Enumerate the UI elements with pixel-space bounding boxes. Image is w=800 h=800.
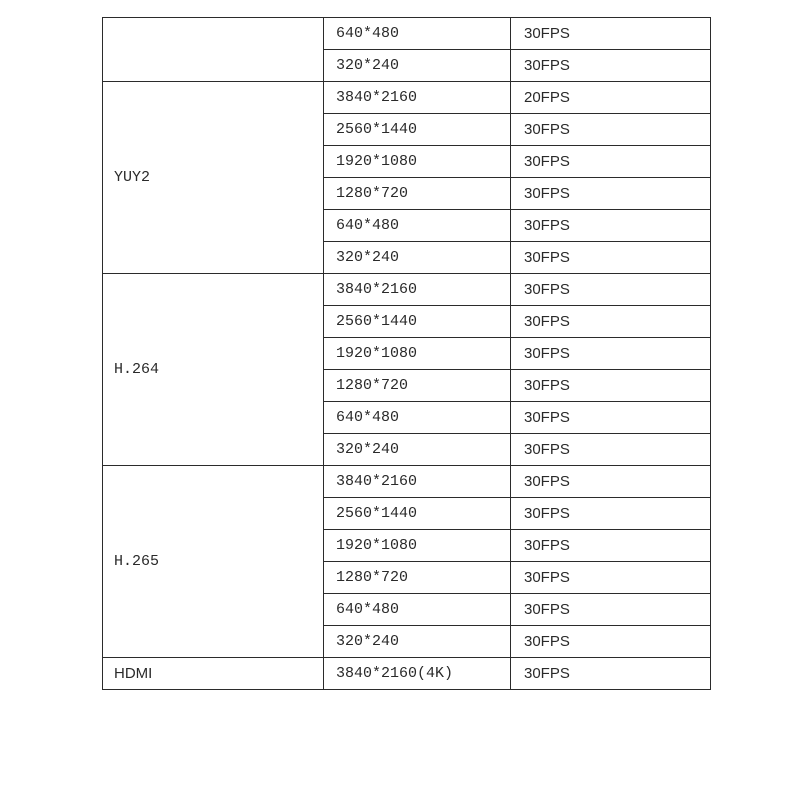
format-cell: HDMI bbox=[103, 658, 324, 690]
resolution-cell: 320*240 bbox=[324, 626, 511, 658]
resolution-cell: 640*480 bbox=[324, 18, 511, 50]
resolution-cell: 1280*720 bbox=[324, 370, 511, 402]
resolution-cell: 2560*1440 bbox=[324, 498, 511, 530]
fps-cell: 30FPS bbox=[511, 18, 711, 50]
resolution-cell: 640*480 bbox=[324, 402, 511, 434]
fps-cell: 30FPS bbox=[511, 434, 711, 466]
format-cell bbox=[103, 18, 324, 82]
resolution-cell: 1920*1080 bbox=[324, 338, 511, 370]
table-body bbox=[103, 18, 711, 690]
fps-cell: 30FPS bbox=[511, 498, 711, 530]
fps-cell: 30FPS bbox=[511, 114, 711, 146]
table-row bbox=[103, 658, 711, 690]
resolution-fps-table bbox=[102, 17, 711, 690]
resolution-cell: 320*240 bbox=[324, 50, 511, 82]
fps-cell: 30FPS bbox=[511, 274, 711, 306]
resolution-cell: 3840*2160 bbox=[324, 274, 511, 306]
resolution-cell: 320*240 bbox=[324, 434, 511, 466]
format-cell: YUY2 bbox=[103, 82, 324, 274]
resolution-cell: 3840*2160 bbox=[324, 466, 511, 498]
fps-cell: 30FPS bbox=[511, 370, 711, 402]
resolution-cell: 1920*1080 bbox=[324, 530, 511, 562]
resolution-cell: 1920*1080 bbox=[324, 146, 511, 178]
table-row bbox=[103, 82, 711, 114]
resolution-cell: 3840*2160(4K) bbox=[324, 658, 511, 690]
table-row bbox=[103, 18, 711, 50]
fps-cell: 30FPS bbox=[511, 530, 711, 562]
resolution-cell: 1280*720 bbox=[324, 562, 511, 594]
format-cell: H.264 bbox=[103, 274, 324, 466]
fps-cell: 30FPS bbox=[511, 338, 711, 370]
fps-cell: 30FPS bbox=[511, 658, 711, 690]
resolution-cell: 1280*720 bbox=[324, 178, 511, 210]
fps-cell: 30FPS bbox=[511, 210, 711, 242]
fps-cell: 30FPS bbox=[511, 50, 711, 82]
fps-cell: 20FPS bbox=[511, 82, 711, 114]
fps-cell: 30FPS bbox=[511, 466, 711, 498]
fps-cell: 30FPS bbox=[511, 626, 711, 658]
resolution-cell: 320*240 bbox=[324, 242, 511, 274]
resolution-cell: 2560*1440 bbox=[324, 306, 511, 338]
resolution-cell: 2560*1440 bbox=[324, 114, 511, 146]
resolution-cell: 640*480 bbox=[324, 210, 511, 242]
table-row bbox=[103, 274, 711, 306]
resolution-cell: 3840*2160 bbox=[324, 82, 511, 114]
format-cell: H.265 bbox=[103, 466, 324, 658]
resolution-cell: 640*480 bbox=[324, 594, 511, 626]
fps-cell: 30FPS bbox=[511, 178, 711, 210]
table-row bbox=[103, 466, 711, 498]
fps-cell: 30FPS bbox=[511, 562, 711, 594]
fps-cell: 30FPS bbox=[511, 306, 711, 338]
fps-cell: 30FPS bbox=[511, 402, 711, 434]
fps-cell: 30FPS bbox=[511, 594, 711, 626]
fps-cell: 30FPS bbox=[511, 242, 711, 274]
fps-cell: 30FPS bbox=[511, 146, 711, 178]
